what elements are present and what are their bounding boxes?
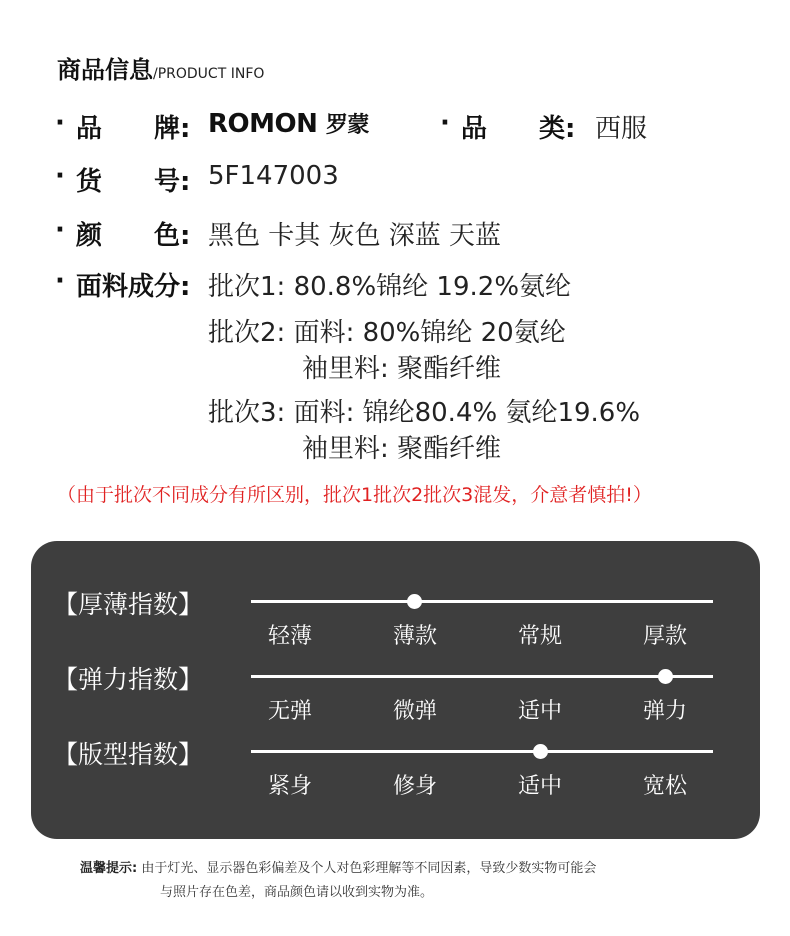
elasticity-indicator (658, 669, 673, 684)
index-tick: 弹力 (642, 699, 688, 724)
thickness-track (251, 600, 713, 603)
elasticity-index-label: 【弹力指数】 (53, 665, 204, 694)
bullet-dot: · (55, 266, 65, 296)
material-line: 袖里料: 聚酯纤维 (302, 354, 502, 384)
index-tick: 适中 (517, 699, 563, 724)
brand-cn: 罗蒙 (325, 113, 369, 138)
tip-label: 温馨提示: (80, 861, 138, 876)
tip-line2: 与照片存在色差，商品颜色请以收到实物为准。 (160, 885, 434, 900)
material-line: 袖里料: 聚酯纤维 (302, 434, 502, 464)
material-line: 批次3: 面料: 锦纶80.4% 氨纶19.6% (208, 398, 641, 428)
brand-name: ROMON (208, 109, 318, 139)
fit-track (251, 750, 713, 753)
category-label: 品 类: (461, 114, 576, 144)
material-line: 批次2: 面料: 80%锦纶 20氨纶 (208, 318, 566, 348)
color-value: 黑色 卡其 灰色 深蓝 天蓝 (208, 221, 502, 251)
bullet-dot: · (440, 108, 450, 138)
material-label: 面料成分: (76, 272, 191, 302)
brand-logo (208, 108, 369, 139)
thickness-index-label: 【厚薄指数】 (53, 590, 204, 619)
index-tick: 适中 (517, 774, 563, 799)
item-no-label: 货 号: (76, 167, 191, 197)
batch-notice: （由于批次不同成分有所区别，批次1批次2批次3混发，介意者慎拍!） (57, 484, 652, 506)
index-tick: 紧身 (267, 774, 313, 799)
title-en: /PRODUCT INFO (153, 66, 265, 82)
fit-indicator (533, 744, 548, 759)
index-tick: 修身 (392, 774, 438, 799)
bullet-dot: · (55, 215, 65, 245)
brand-label: 品 牌: (76, 114, 191, 144)
index-tick: 轻薄 (267, 624, 313, 649)
index-panel (31, 541, 760, 839)
color-label: 颜 色: (76, 221, 191, 251)
thickness-indicator (407, 594, 422, 609)
title-zh: 商品信息 (57, 56, 153, 84)
footer-tip (80, 857, 596, 905)
elasticity-track (251, 675, 713, 678)
item-no-value: 5F147003 (208, 161, 339, 191)
index-tick: 无弹 (267, 699, 313, 724)
fit-index-label: 【版型指数】 (53, 740, 204, 769)
index-tick: 常规 (517, 624, 563, 649)
material-line: 批次1: 80.8%锦纶 19.2%氨纶 (208, 272, 572, 302)
index-tick: 厚款 (642, 624, 688, 649)
page-title (57, 50, 264, 85)
category-value: 西服 (595, 114, 648, 144)
index-tick: 微弹 (392, 699, 438, 724)
tip-line1: 由于灯光、显示器色彩偏差及个人对色彩理解等不同因素，导致少数实物可能会 (141, 861, 597, 876)
bullet-dot: · (55, 161, 65, 191)
index-tick: 宽松 (642, 774, 688, 799)
bullet-dot: · (55, 108, 65, 138)
index-tick: 薄款 (392, 624, 438, 649)
